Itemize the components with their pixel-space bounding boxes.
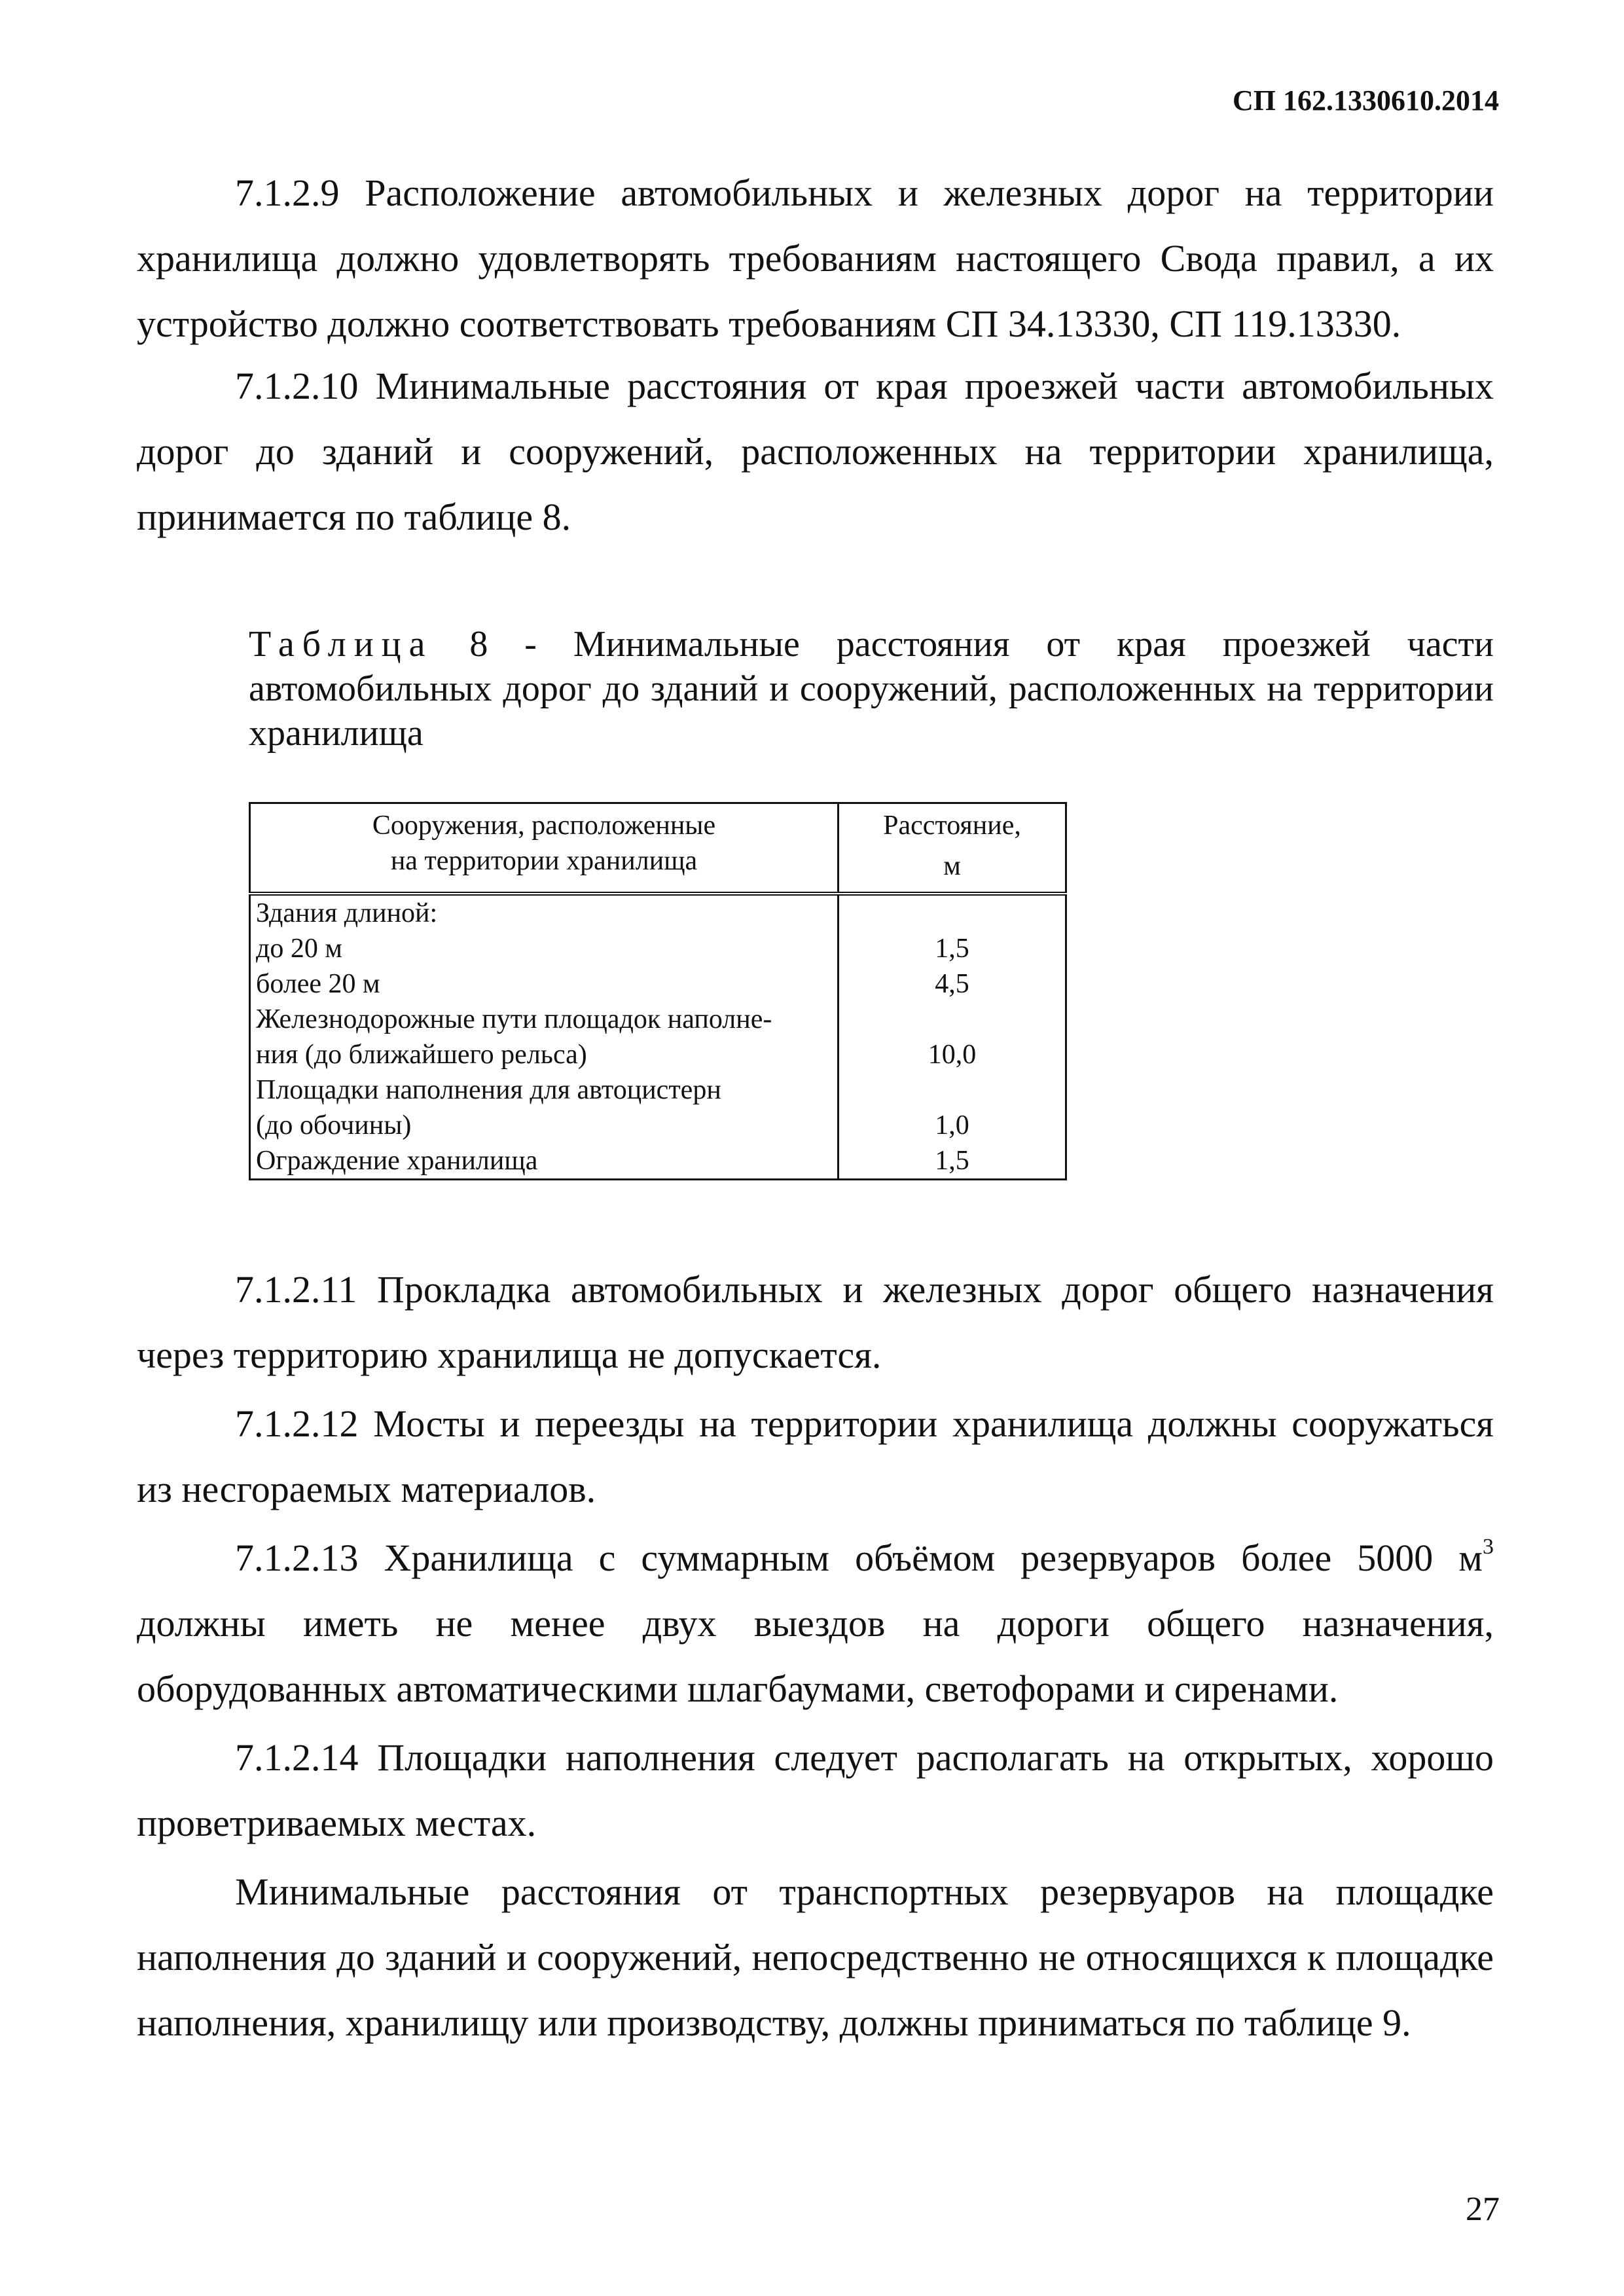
paragraph-7-1-2-12: 7.1.2.12 Мосты и переезды на территории хранилища должны сооружаться из несгораемых материалов. [137,1402,1494,1510]
table-row [250,931,1066,966]
row-label: Ограждение хранилища [250,1143,839,1180]
row-value [839,1072,1066,1108]
table-header-row [250,803,1066,894]
paragraph-7-1-2-10: 7.1.2.10 Минимальные расстояния от края проезжей части автомобильных дорог до зданий и сооружений, расположенных на территории хранилища, принимается по таблице 8. [137,365,1494,538]
superscript-cubic: 3 [1483,1534,1494,1559]
row-value: 1,5 [839,1143,1066,1180]
table-caption [249,622,1494,756]
table-row [250,1037,1066,1072]
paragraph-7-1-2-14: 7.1.2.14 Площадки наполнения следует располагать на открытых, хорошо проветриваемых местах. [137,1736,1494,1844]
row-value: 10,0 [839,1037,1066,1072]
row-value [839,1002,1066,1037]
row-label: до 20 м [250,931,839,966]
paragraph-7-1-2-13-start: 7.1.2.13 Хранилища с суммарным объёмом резервуаров более 5000 м [235,1537,1483,1579]
row-label: Здания длиной: [250,894,839,931]
row-label: ния (до ближайшего рельса) [250,1037,839,1072]
paragraph-7-1-2-13 [137,1525,1494,1722]
paragraph-7-1-2-9: 7.1.2.9 Расположение автомобильных и железных дорог на территории хранилища должно удовлетворять требованиям настоящего Свода правил, а их устройство должно соответствовать требованиям СП 34.13330, СП 119.13330. [137,172,1494,345]
row-value: 1,5 [839,931,1066,966]
header-distance: Расстояние, м [839,803,1066,894]
paragraph-7-1-2-13-rest: должны иметь не менее двух выездов на дороги общего назначения, оборудованных автоматическими шлагбаумами, светофорами и сиренами. [137,1602,1494,1710]
table-row [250,1072,1066,1108]
page-number: 27 [1466,2191,1500,2228]
row-label: Железнодорожные пути площадок наполне- [250,1002,839,1037]
paragraph-7-1-2-11: 7.1.2.11 Прокладка автомобильных и железных дорог общего назначения через территорию хранилища не допускается. [137,1268,1494,1376]
header-structures: Сооружения, расположенные на территории хранилища [250,803,839,894]
row-value [839,894,1066,931]
table-row [250,1143,1066,1180]
row-label: (до обочины) [250,1108,839,1143]
row-label: более 20 м [250,966,839,1002]
row-label: Площадки наполнения для автоцистерн [250,1072,839,1108]
document-code: СП 162.1330610.2014 [1233,84,1499,117]
distance-table [249,802,1067,1180]
paragraph-table-9-reference: Минимальные расстояния от транспортных резервуаров на площадке наполнения до зданий и сооружений, непосредственно не относящихся к площадке наполнения, хранилищу или производству, должны приниматься по таблице 9. [137,1870,1494,2044]
row-value: 1,0 [839,1108,1066,1143]
table-row [250,966,1066,1002]
table-caption-label: Таблица [249,624,433,665]
table-row [250,1002,1066,1037]
table-caption-text: 8 - Минимальные расстояния от края проезжей части автомобильных дорог до зданий и сооружений, расположенных на территории хранилища [249,624,1494,754]
table-row [250,894,1066,931]
table-row [250,1108,1066,1143]
row-value: 4,5 [839,966,1066,1002]
